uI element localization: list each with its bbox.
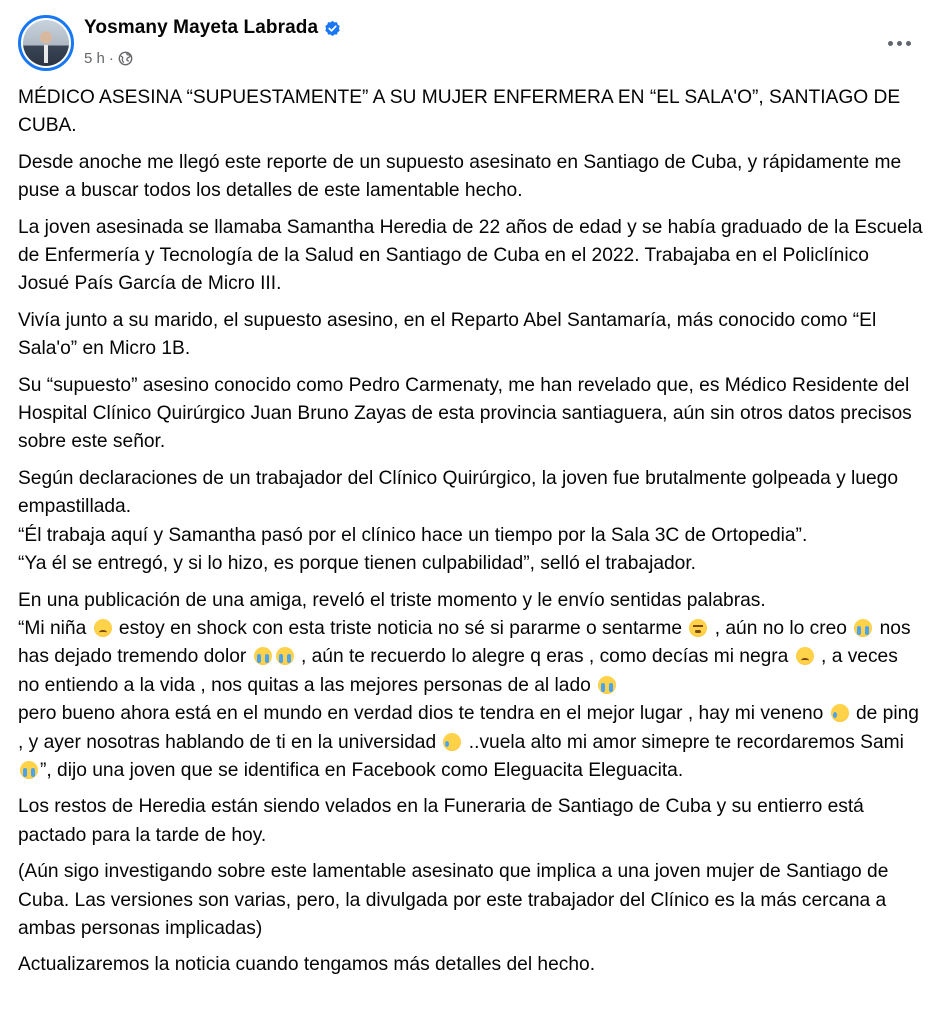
sad-face-emoji-icon [94, 619, 112, 637]
sad-face-emoji-icon [796, 647, 814, 665]
post-headline: MÉDICO ASESINA “SUPUESTAMENTE” A SU MUJER ENFERMERA EN “EL SALA'O”, SANTIAGO DE CUBA. [18, 87, 901, 137]
post-time[interactable]: 5 h [84, 50, 105, 67]
crying-face-emoji-icon [20, 761, 38, 779]
quote-text: estoy en shock con esta triste noticia no sé si pararme o sentarme [113, 617, 688, 639]
post-paragraph: Vivía junto a su marido, el supuesto asesino, en el Reparto Abel Santamaría, más conocido como “El Sala'o” en Micro 1B. [18, 309, 877, 360]
sad-tear-emoji-icon [443, 733, 461, 751]
more-options-icon-dot [906, 41, 911, 46]
post-paragraph: (Aún sigo investigando sobre este lamentable asesinato que implica a una joven mujer de Santiago de Cuba. Las versiones son varias, pero, la divulgada por este trabajador del Clínico es la más cercana a ambas personas implicadas) [18, 861, 889, 939]
post-paragraph: Desde anoche me llegó este reporte de un supuesto asesinato en Santiago de Cuba, y rápidamente me puse a buscar todos los detalles de este lamentable hecho. [18, 151, 902, 202]
quote-text: pero bueno ahora está en el mundo en verdad dios te tendra en el mejor lugar , hay mi veneno [18, 703, 824, 725]
more-options-icon [888, 41, 893, 46]
sad-tear-emoji-icon [831, 704, 849, 722]
avatar-photo [23, 20, 69, 66]
author-name[interactable]: Yosmany Mayeta Labrada [84, 17, 319, 38]
post-paragraph: Actualizaremos la noticia cuando tengamos más detalles del hecho. [18, 954, 596, 976]
meta-separator: · [108, 50, 114, 67]
author-line [84, 17, 341, 39]
more-options-icon-dot [897, 41, 902, 46]
author-avatar[interactable] [18, 15, 74, 71]
crying-face-emoji-icon [854, 619, 872, 637]
quote-text: , aún te recuerdo lo alegre q eras , como decías mi negra [295, 646, 794, 668]
quote-text: En una publicación de una amiga, reveló el triste momento y le envío sentidas palabras. “Mi niña [18, 589, 766, 639]
crying-face-emoji-icon [598, 676, 616, 694]
quote-text: ..vuela alto mi amor simepre te recordaremos Sami [463, 731, 904, 753]
globe-icon[interactable] [118, 51, 133, 66]
quote-text: nos has dejado tremendo dolor [18, 617, 911, 668]
crying-face-emoji-icon [254, 647, 272, 665]
post-meta [84, 50, 133, 67]
post-paragraph: La joven asesinada se llamaba Samantha Heredia de 22 años de edad y se había graduado de la Escuela de Enfermería y Tecnología de la Salud en Santiago de Cuba en el 2022. Trabajaba en el Policlínico Josué País García de Micro III. [18, 216, 923, 295]
post-paragraph: Según declaraciones de un trabajador del Clínico Quirúrgico, la joven fue brutalmente golpeada y luego empastillada. “Él trabaja aquí y Samantha pasó por el clínico hace un tiempo por la Sala 3C de Ortopedia”. “Ya él se entregó, y si lo hizo, es porque tienen culpabilidad”, selló el trabajador. [18, 467, 898, 575]
post-paragraph: Su “supuesto” asesino conocido como Pedro Carmenaty, me han revelado que, es Médico Residente del Hospital Clínico Quirúrgico Juan Bruno Zayas de esta provincia santiaguera, aún sin otros datos precisos sobre este señor. [18, 374, 912, 453]
quote-paragraph [18, 587, 923, 786]
quote-text: , a veces no entiendo a la vida , nos quitas a las mejores personas de al lado [18, 646, 898, 696]
post-paragraph: Los restos de Heredia están siendo velados en la Funeraria de Santiago de Cuba y su entierro está pactado para la tarde de hoy. [18, 796, 864, 846]
tired-face-emoji-icon [689, 619, 707, 637]
crying-face-emoji-icon [276, 647, 294, 665]
post-text [18, 84, 923, 988]
verified-badge-icon [324, 20, 341, 37]
quote-text: , aún no lo creo [709, 617, 853, 639]
quote-text: ”, dijo una joven que se identifica en Facebook como Eleguacita Eleguacita. [40, 759, 684, 781]
more-options-button[interactable] [881, 33, 917, 53]
quote-text: de ping , y ayer nosotras hablando de ti en la universidad [18, 703, 919, 753]
post-header [18, 15, 923, 73]
